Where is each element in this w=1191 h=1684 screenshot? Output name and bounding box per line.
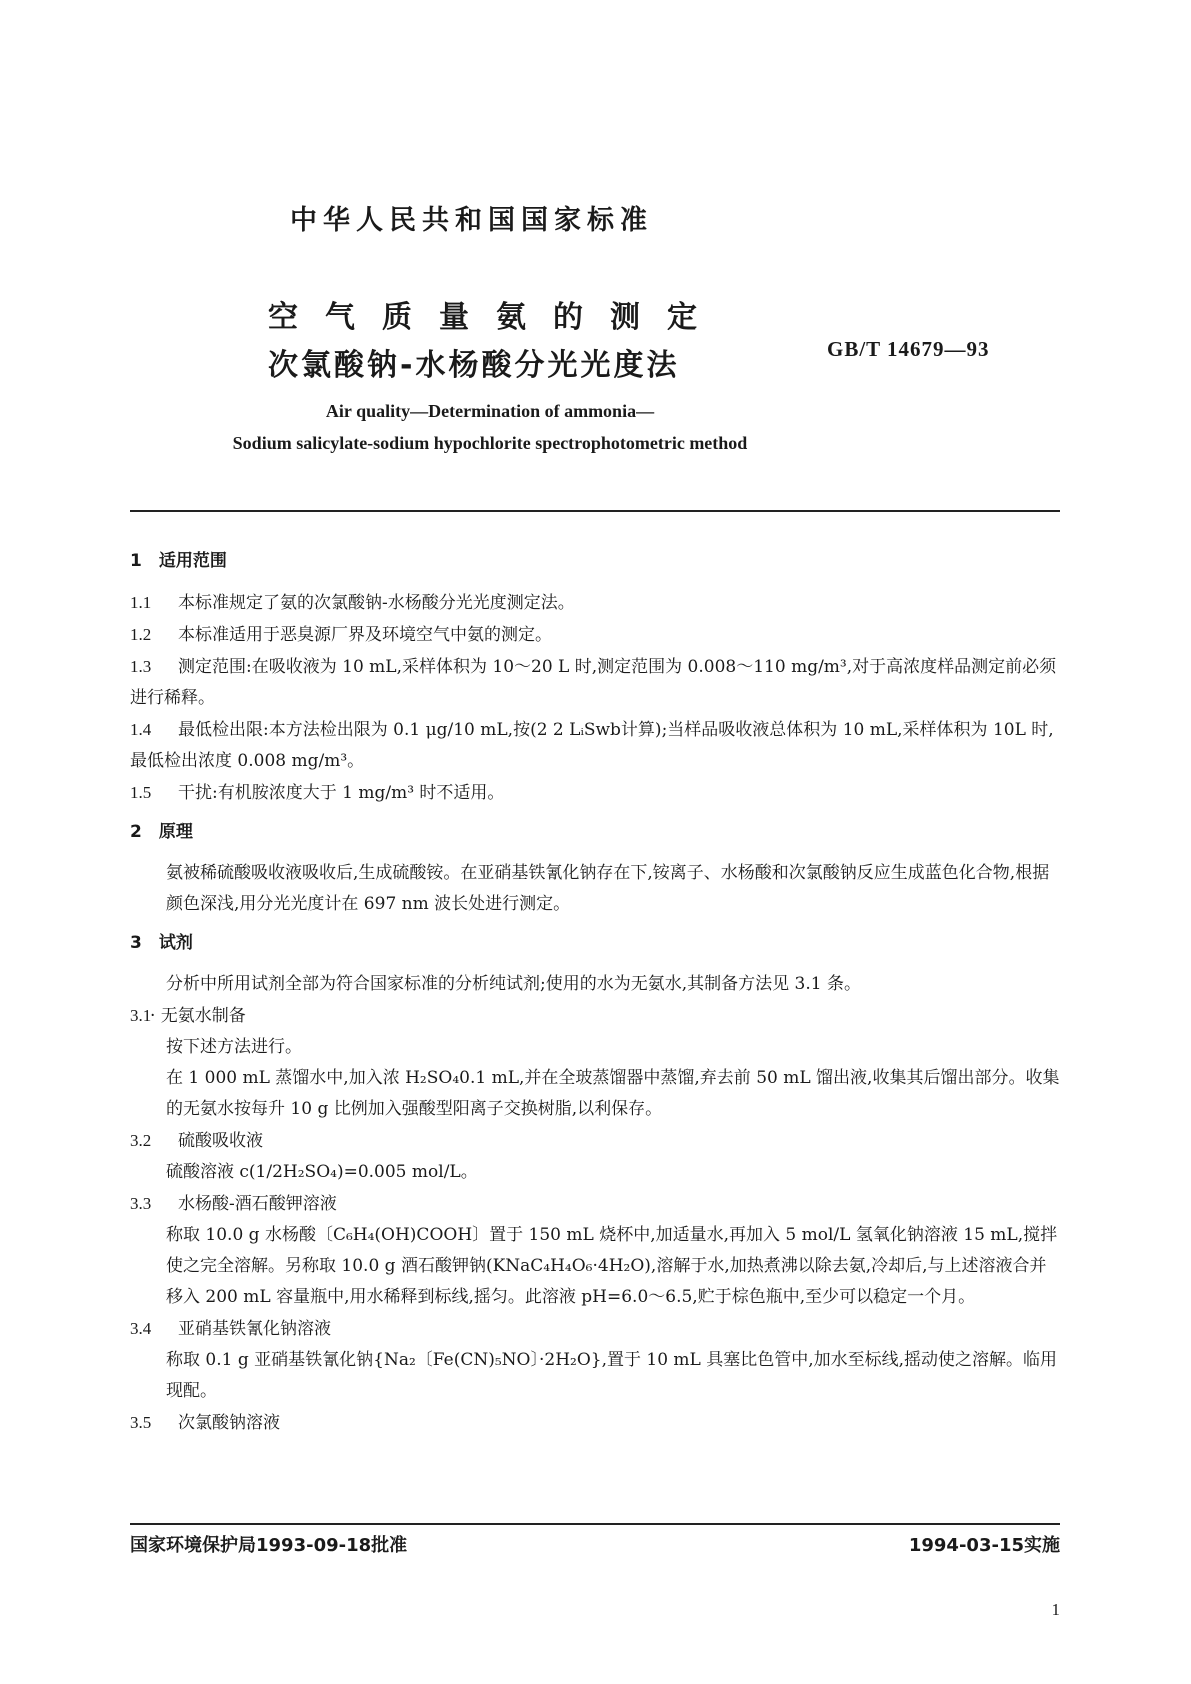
section-heading: 3 试剂	[130, 933, 193, 953]
title-english-line2: Sodium salicylate-sodium hypochlorite spectrophotometric method	[232, 433, 748, 453]
page-number: 1	[1051, 1600, 1060, 1619]
clause-paragraph: 按下述方法进行。	[166, 1037, 302, 1057]
title-english-line1: Air quality—Determination of ammonia—	[325, 401, 655, 421]
clause-paragraph: 硫酸溶液 c(1/2H₂SO₄)=0.005 mol/L。	[166, 1162, 478, 1182]
clause-1-5	[130, 777, 1060, 809]
clause-1-3	[130, 651, 1060, 714]
clause-title: 次氯酸钠溶液	[178, 1413, 280, 1433]
clause-number: 1.4	[130, 720, 152, 739]
section-heading: 2 原理	[130, 822, 193, 842]
principle-paragraph: 氨被稀硫酸吸收液吸收后,生成硫酸铵。在亚硝基铁氰化钠存在下,铵离子、水杨酸和次氯酸钠反应生成蓝色化合物,根据颜色深浅,用分光光度计在 697 nm 波长处进行测定。	[166, 863, 1050, 914]
approval-date: 国家环境保护局1993-09-18批准	[130, 1535, 408, 1556]
clause-title: · 无氨水制备	[150, 1006, 246, 1026]
title-chinese-line1: 空气质量氨的测定	[268, 300, 724, 335]
clause-paragraph: 称取 10.0 g 水杨酸〔C₆H₄(OH)COOH〕置于 150 mL 烧杯中,加适量水,再加入 5 mol/L 氢氧化钠溶液 15 mL,搅拌使之完全溶解。另称取 10.0 g 酒石酸钾钠(KNaC₄H₄O₆·4H₂O),溶解于水,加热煮沸以除去氨,冷却后,与上述溶液合并移入 200 mL 容量瓶中,用水稀释到标线,摇匀。此溶液 pH=6.0～6.5,贮于棕色瓶中,至少可以稳定一个月。	[166, 1225, 1058, 1307]
reagents-paragraph: 分析中所用试剂全部为符合国家标准的分析纯试剂;使用的水为无氨水,其制备方法见 3.1 条。	[166, 974, 861, 994]
clause-title: 硫酸吸收液	[178, 1131, 263, 1151]
clause-3-1	[130, 1000, 1060, 1032]
clause-number: 1.1	[130, 593, 152, 612]
clause-text: 最低检出限:本方法检出限为 0.1 μg/10 mL,按(2 2 LᵢSwb计算);当样品吸收液总体积为 10 mL,采样体积为 10L 时,最低检出浓度 0.008 mg/m³。	[130, 720, 1054, 771]
clause-number: 1.2	[130, 625, 152, 644]
clause-1-1	[130, 587, 1060, 619]
national-standard-heading: 中华人民共和国国家标准	[290, 205, 653, 236]
clause-title: 水杨酸-酒石酸钾溶液	[178, 1194, 337, 1214]
clause-1-2	[130, 619, 1060, 651]
standard-number: GB/T 14679—93	[827, 337, 990, 361]
clause-number: 1.5	[130, 783, 152, 802]
clause-text: 干扰:有机胺浓度大于 1 mg/m³ 时不适用。	[178, 783, 505, 803]
clause-3-3	[130, 1188, 1060, 1220]
clause-title: 亚硝基铁氰化钠溶液	[178, 1319, 331, 1339]
clause-text: 本标准适用于恶臭源厂界及环境空气中氨的测定。	[178, 625, 552, 645]
section-heading: 1 适用范围	[130, 551, 227, 571]
clause-number: 1.3	[130, 657, 152, 676]
clause-number: 3.1	[130, 1006, 152, 1025]
clause-3-5	[130, 1407, 1060, 1439]
top-divider	[130, 510, 1060, 512]
clause-1-4	[130, 714, 1060, 777]
clause-number: 3.3	[130, 1194, 152, 1213]
document-body	[130, 538, 1060, 1439]
clause-number: 3.4	[130, 1319, 152, 1338]
clause-number: 3.5	[130, 1413, 152, 1432]
clause-paragraph: 在 1 000 mL 蒸馏水中,加入浓 H₂SO₄0.1 mL,并在全玻蒸馏器中蒸馏,弃去前 50 mL 馏出液,收集其后馏出部分。收集的无氨水按每升 10 g 比例加入强酸型阳离子交换树脂,以利保存。	[166, 1068, 1060, 1119]
implementation-date: 1994-03-15实施	[908, 1535, 1060, 1556]
clause-3-4	[130, 1313, 1060, 1345]
clause-text: 测定范围:在吸收液为 10 mL,采样体积为 10～20 L 时,测定范围为 0.008～110 mg/m³,对于高浓度样品测定前必须进行稀释。	[130, 657, 1057, 708]
bottom-divider	[130, 1523, 1060, 1525]
clause-text: 本标准规定了氨的次氯酸钠-水杨酸分光光度测定法。	[178, 593, 575, 613]
clause-number: 3.2	[130, 1131, 152, 1150]
clause-3-2	[130, 1125, 1060, 1157]
title-chinese-line2: 次氯酸钠-水杨酸分光光度法	[268, 348, 680, 383]
clause-paragraph: 称取 0.1 g 亚硝基铁氰化钠{Na₂〔Fe(CN)₅NO〕·2H₂O},置于 10 mL 具塞比色管中,加水至标线,摇动使之溶解。临用现配。	[166, 1350, 1058, 1401]
